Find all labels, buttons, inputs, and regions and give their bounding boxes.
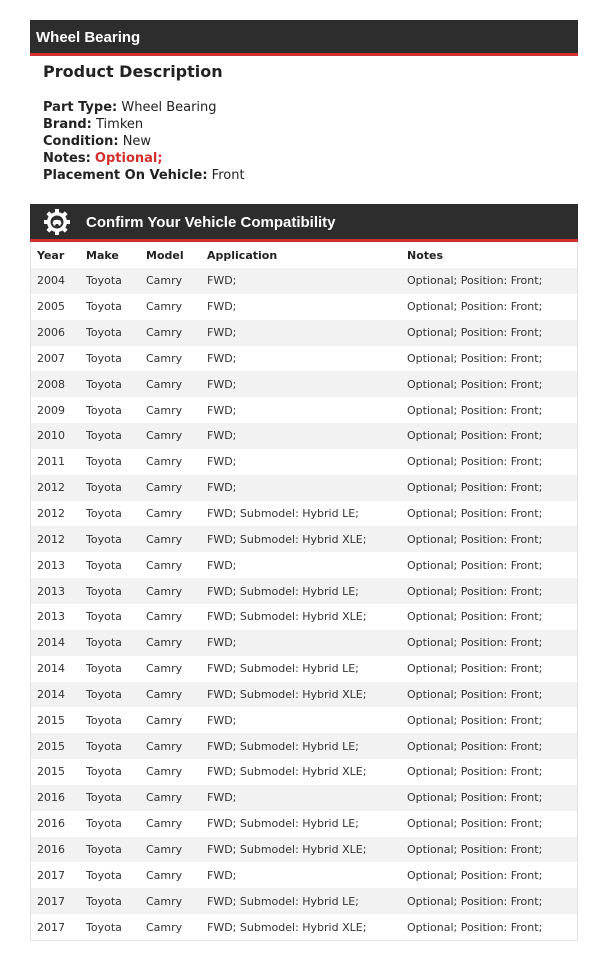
cell-application: FWD;: [207, 713, 237, 727]
condition-row: [43, 133, 563, 150]
part-type-label: Part Type:: [43, 100, 118, 115]
cell-notes: Optional; Position: Front;: [401, 578, 578, 604]
table-row: [31, 526, 578, 552]
cell-year: 2007: [37, 351, 65, 365]
table-row: [31, 888, 578, 914]
placement-label: Placement On Vehicle:: [43, 168, 208, 183]
brand-value: Timken: [96, 117, 144, 132]
cell-make: Toyota: [80, 475, 140, 501]
cell-notes: Optional; Position: Front;: [401, 526, 578, 552]
cell-model: Camry: [146, 455, 183, 469]
cell-notes: Optional; Position: Front;: [407, 300, 543, 314]
cell-year: 2005: [37, 300, 65, 314]
cell-application: FWD;: [207, 351, 237, 365]
cell-application: FWD; Submodel: Hybrid LE;: [207, 507, 359, 521]
cell-make: Toyota: [86, 351, 122, 365]
cell-application: FWD;: [201, 475, 401, 501]
cell-notes: Optional; Position: Front;: [401, 320, 578, 346]
cell-model: Camry: [146, 351, 183, 365]
cell-model: Camry: [146, 610, 183, 624]
cell-make: Toyota: [86, 610, 122, 624]
cell-application: FWD; Submodel: Hybrid LE;: [201, 578, 401, 604]
cell-notes: Optional; Position: Front;: [401, 837, 578, 863]
table-row: [31, 294, 578, 320]
cell-application: FWD; Submodel: Hybrid LE;: [201, 733, 401, 759]
cell-make: Toyota: [86, 662, 122, 676]
cell-application: FWD;: [201, 630, 401, 656]
cell-model: Camry: [146, 403, 183, 417]
table-row: [31, 371, 578, 397]
table-row: [31, 449, 578, 475]
cell-year: 2015: [37, 713, 65, 727]
table-row: [31, 862, 578, 888]
condition-label: Condition:: [43, 134, 119, 149]
cell-model: Camry: [140, 371, 201, 397]
cell-model: Camry: [146, 868, 183, 882]
brand-row: [43, 116, 563, 133]
cell-year: 2014: [37, 662, 65, 676]
cell-make: Toyota: [80, 682, 140, 708]
cell-make: Toyota: [80, 785, 140, 811]
table-row: [31, 785, 578, 811]
cell-notes: Optional; Position: Front;: [401, 268, 578, 294]
table-row: [31, 914, 578, 940]
cell-model: Camry: [140, 630, 201, 656]
cell-application: FWD; Submodel: Hybrid XLE;: [207, 920, 367, 934]
cell-application: FWD;: [201, 423, 401, 449]
cell-model: Camry: [146, 300, 183, 314]
product-title-bar: [30, 20, 578, 56]
compatibility-title: Confirm Your Vehicle Compatibility: [86, 214, 336, 231]
cell-make: Toyota: [86, 403, 122, 417]
compatibility-table: [30, 242, 578, 941]
cell-year: 2012: [31, 475, 81, 501]
cell-year: 2008: [31, 371, 81, 397]
col-application: Application: [207, 248, 278, 262]
table-row: [31, 578, 578, 604]
cell-notes: Optional; Position: Front;: [407, 920, 543, 934]
cell-notes: Optional; Position: Front;: [401, 888, 578, 914]
cell-make: Toyota: [86, 300, 122, 314]
notes-row: [43, 150, 563, 167]
cell-notes: Optional; Position: Front;: [401, 785, 578, 811]
notes-label: Notes:: [43, 151, 91, 166]
cell-make: Toyota: [86, 920, 122, 934]
cell-make: Toyota: [86, 817, 122, 831]
cell-model: Camry: [140, 888, 201, 914]
table-body: [31, 268, 578, 940]
cell-make: Toyota: [80, 578, 140, 604]
cell-application: FWD;: [207, 558, 237, 572]
table-row: [31, 320, 578, 346]
cell-model: Camry: [146, 507, 183, 521]
cell-notes: Optional; Position: Front;: [407, 868, 543, 882]
cell-year: 2016: [31, 785, 81, 811]
cell-model: Camry: [146, 817, 183, 831]
cell-application: FWD;: [201, 320, 401, 346]
cell-application: FWD;: [201, 785, 401, 811]
table-header-row: [31, 242, 578, 268]
col-model: Model: [146, 248, 184, 262]
cell-year: 2006: [31, 320, 81, 346]
cell-application: FWD; Submodel: Hybrid LE;: [207, 817, 359, 831]
condition-value: New: [122, 134, 152, 149]
cell-make: Toyota: [80, 526, 140, 552]
cell-make: Toyota: [86, 455, 122, 469]
cell-year: 2011: [37, 455, 65, 469]
cell-make: Toyota: [80, 268, 140, 294]
cell-year: 2017: [37, 868, 65, 882]
table-row: [31, 682, 578, 708]
cell-application: FWD; Submodel: Hybrid XLE;: [201, 682, 401, 708]
cell-application: FWD; Submodel: Hybrid LE;: [207, 662, 359, 676]
cell-model: Camry: [140, 837, 201, 863]
cell-notes: Optional; Position: Front;: [401, 733, 578, 759]
cell-application: FWD;: [207, 868, 237, 882]
table-row: [31, 656, 578, 682]
cell-notes: Optional; Position: Front;: [401, 682, 578, 708]
cell-model: Camry: [146, 558, 183, 572]
cell-make: Toyota: [80, 733, 140, 759]
cell-year: 2014: [31, 630, 81, 656]
table-row: [31, 423, 578, 449]
cell-year: 2013: [37, 558, 65, 572]
table-row: [31, 759, 578, 785]
cell-notes: Optional; Position: Front;: [407, 351, 543, 365]
cell-notes: Optional; Position: Front;: [407, 817, 543, 831]
cell-model: Camry: [140, 526, 201, 552]
product-title: Wheel Bearing: [36, 29, 141, 46]
cell-notes: Optional; Position: Front;: [407, 713, 543, 727]
product-description: [43, 60, 563, 184]
cell-application: FWD;: [207, 300, 237, 314]
cell-make: Toyota: [86, 868, 122, 882]
placement-row: [43, 167, 563, 184]
cell-year: 2015: [31, 733, 81, 759]
cell-notes: Optional; Position: Front;: [401, 630, 578, 656]
cell-year: 2010: [31, 423, 81, 449]
table-row: [31, 811, 578, 837]
cell-model: Camry: [146, 713, 183, 727]
cell-make: Toyota: [80, 888, 140, 914]
col-make: Make: [86, 248, 119, 262]
notes-value: Optional;: [94, 151, 163, 166]
cell-make: Toyota: [86, 507, 122, 521]
cell-model: Camry: [140, 320, 201, 346]
cell-application: FWD;: [207, 455, 237, 469]
cell-year: 2004: [31, 268, 81, 294]
table-row: [31, 397, 578, 423]
cell-notes: Optional; Position: Front;: [401, 371, 578, 397]
cell-make: Toyota: [86, 713, 122, 727]
cell-application: FWD; Submodel: Hybrid LE;: [201, 888, 401, 914]
cell-application: FWD;: [207, 403, 237, 417]
cell-year: 2012: [31, 526, 81, 552]
col-notes: Notes: [407, 248, 444, 262]
cell-model: Camry: [140, 785, 201, 811]
cell-application: FWD;: [201, 268, 401, 294]
part-type-row: [43, 99, 563, 116]
table-row: [31, 475, 578, 501]
cell-notes: Optional; Position: Front;: [407, 455, 543, 469]
table-row: [31, 346, 578, 372]
cell-year: 2012: [37, 507, 65, 521]
placement-value: Front: [211, 168, 245, 183]
cell-application: FWD; Submodel: Hybrid XLE;: [207, 610, 367, 624]
cell-model: Camry: [146, 920, 183, 934]
cell-notes: Optional; Position: Front;: [407, 403, 543, 417]
cell-year: 2016: [31, 837, 81, 863]
cell-model: Camry: [140, 682, 201, 708]
cell-model: Camry: [140, 423, 201, 449]
col-year: Year: [37, 248, 65, 262]
cell-make: Toyota: [86, 558, 122, 572]
cell-notes: Optional; Position: Front;: [407, 765, 543, 779]
cell-year: 2013: [31, 578, 81, 604]
compatibility-bar: [30, 204, 578, 242]
cell-year: 2017: [31, 888, 81, 914]
cell-make: Toyota: [80, 320, 140, 346]
cell-model: Camry: [146, 662, 183, 676]
cell-notes: Optional; Position: Front;: [407, 507, 543, 521]
cell-model: Camry: [146, 765, 183, 779]
cell-model: Camry: [140, 268, 201, 294]
cell-year: 2015: [37, 765, 65, 779]
cell-year: 2017: [37, 920, 65, 934]
cell-model: Camry: [140, 578, 201, 604]
cell-notes: Optional; Position: Front;: [407, 662, 543, 676]
cell-year: 2009: [37, 403, 65, 417]
brand-label: Brand:: [43, 117, 92, 132]
cell-notes: Optional; Position: Front;: [401, 475, 578, 501]
cell-make: Toyota: [80, 371, 140, 397]
table-row: [31, 630, 578, 656]
table-row: [31, 733, 578, 759]
table-row: [31, 268, 578, 294]
cell-application: FWD; Submodel: Hybrid XLE;: [201, 526, 401, 552]
cell-year: 2016: [37, 817, 65, 831]
table-row: [31, 604, 578, 630]
description-heading: Product Description: [43, 62, 223, 81]
gear-car-icon: [43, 208, 71, 236]
cell-application: FWD;: [201, 371, 401, 397]
cell-make: Toyota: [80, 423, 140, 449]
cell-notes: Optional; Position: Front;: [407, 558, 543, 572]
cell-make: Toyota: [80, 630, 140, 656]
cell-make: Toyota: [80, 837, 140, 863]
table-row: [31, 501, 578, 527]
table-row: [31, 707, 578, 733]
table-row: [31, 837, 578, 863]
table-row: [31, 552, 578, 578]
cell-model: Camry: [140, 475, 201, 501]
cell-notes: Optional; Position: Front;: [407, 610, 543, 624]
cell-notes: Optional; Position: Front;: [401, 423, 578, 449]
cell-make: Toyota: [86, 765, 122, 779]
cell-year: 2014: [31, 682, 81, 708]
cell-application: FWD; Submodel: Hybrid XLE;: [201, 837, 401, 863]
cell-model: Camry: [140, 733, 201, 759]
part-type-value: Wheel Bearing: [121, 100, 217, 115]
cell-year: 2013: [37, 610, 65, 624]
cell-application: FWD; Submodel: Hybrid XLE;: [207, 765, 367, 779]
